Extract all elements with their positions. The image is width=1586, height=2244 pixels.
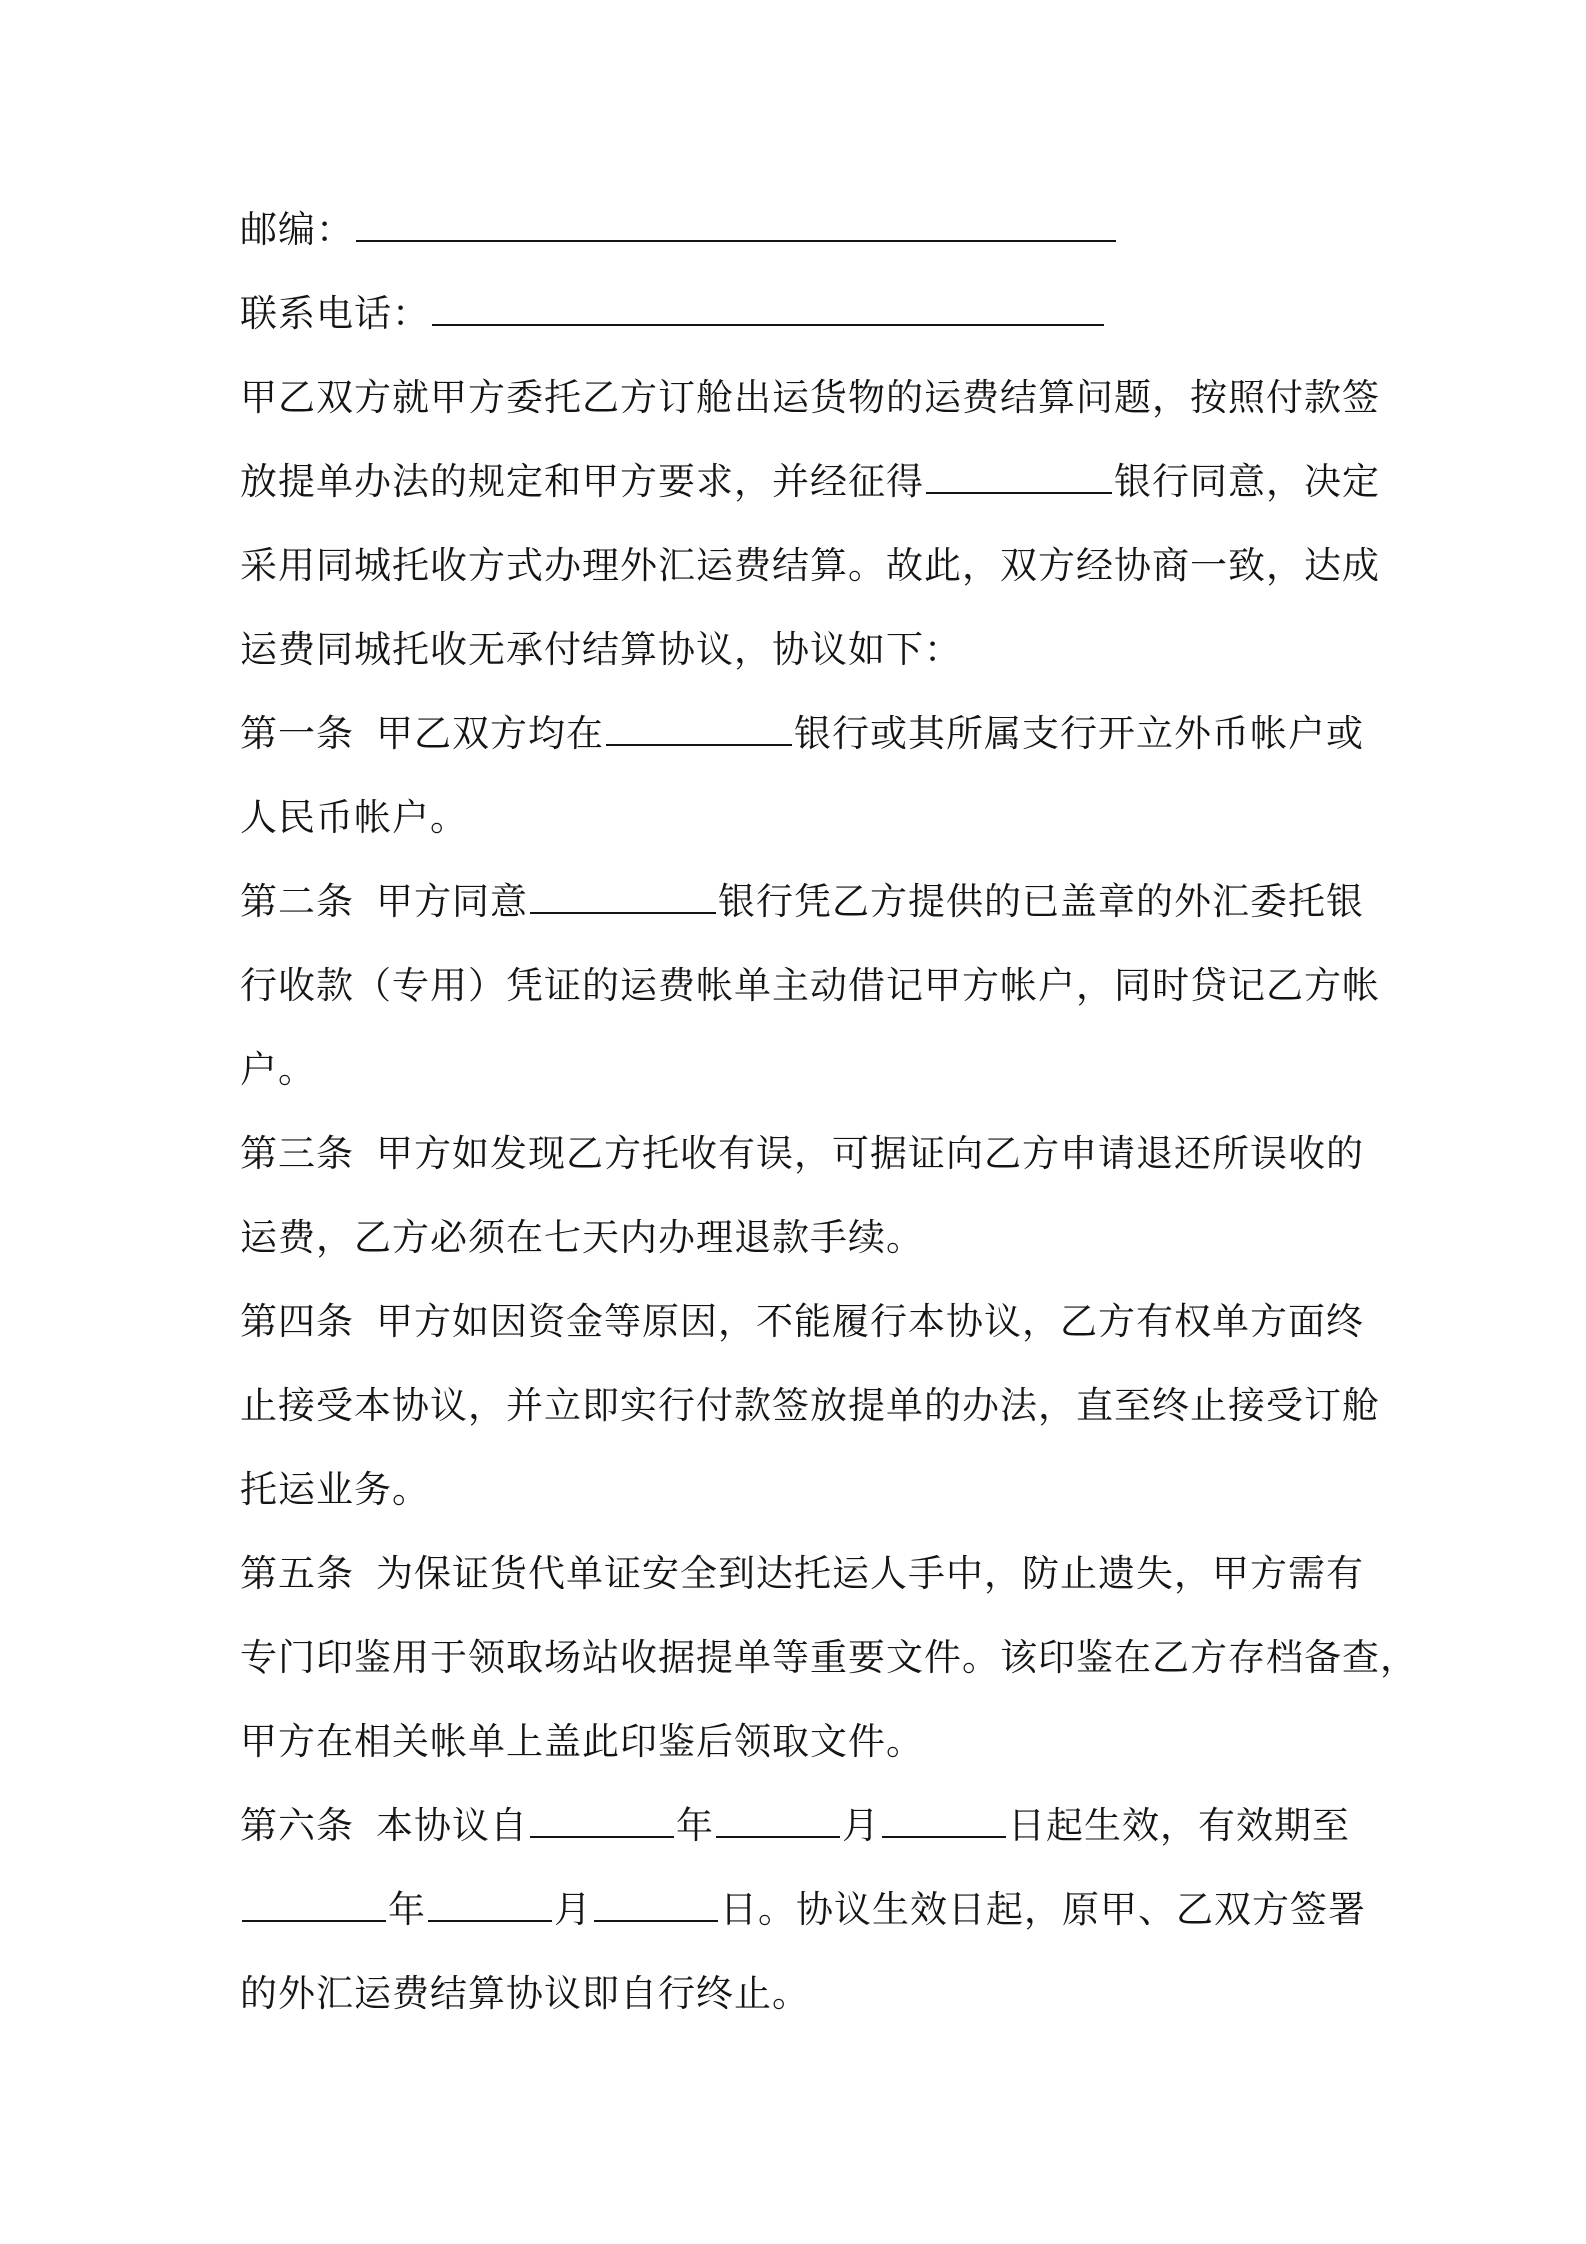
article-1-text: 人民币帐户。 bbox=[240, 796, 468, 839]
article-2-title: 第二条 bbox=[240, 880, 354, 923]
article-1-line-2 bbox=[240, 776, 1360, 860]
article-5-line-1 bbox=[240, 1532, 1364, 1616]
article-1-text: 甲乙双方均在 bbox=[376, 712, 604, 755]
article-4-title: 第四条 bbox=[240, 1300, 354, 1343]
article-1-title: 第一条 bbox=[240, 712, 354, 755]
article-5-text: 为保证货代单证安全到达托运人手中，防止遗失，甲方需有 bbox=[376, 1552, 1364, 1595]
article-1-line-1 bbox=[240, 692, 1364, 776]
article-2-text: 户。 bbox=[240, 1048, 316, 1091]
article-4-text: 托运业务。 bbox=[240, 1468, 430, 1511]
end-year-blank[interactable] bbox=[242, 1874, 386, 1922]
article-2-bank-blank[interactable] bbox=[530, 866, 716, 914]
article-2-text: 甲方同意 bbox=[376, 880, 528, 923]
intro-line-1 bbox=[240, 356, 1380, 440]
year-label: 年 bbox=[676, 1804, 714, 1847]
document-body bbox=[240, 188, 1418, 2036]
phone-blank[interactable] bbox=[432, 278, 1104, 326]
article-6-text: 的外汇运费结算协议即自行终止。 bbox=[240, 1972, 810, 2015]
phone-line bbox=[240, 272, 1360, 356]
intro-text: 放提单办法的规定和甲方要求，并经征得 bbox=[240, 460, 924, 503]
article-5-text: 甲方在相关帐单上盖此印鉴后领取文件。 bbox=[240, 1720, 924, 1763]
intro-text: 银行同意，决定 bbox=[1114, 460, 1380, 503]
article-2-line-3 bbox=[240, 1028, 1360, 1112]
start-month-blank[interactable] bbox=[716, 1790, 840, 1838]
article-1-text: 银行或其所属支行开立外币帐户或 bbox=[794, 712, 1364, 755]
intro-text: 甲乙双方就甲方委托乙方订舱出运货物的运费结算问题，按照付款签 bbox=[240, 376, 1380, 419]
article-3-text: 甲方如发现乙方托收有误，可据证向乙方申请退还所误收的 bbox=[376, 1132, 1364, 1175]
start-year-blank[interactable] bbox=[530, 1790, 674, 1838]
article-6-text: 日起生效，有效期至 bbox=[1008, 1804, 1350, 1847]
article-6-text: 日。协议生效日起，原甲、乙双方签署 bbox=[720, 1888, 1366, 1931]
article-6-title: 第六条 bbox=[240, 1804, 354, 1847]
article-4-text: 止接受本协议，并立即实行付款签放提单的办法，直至终止接受订舱 bbox=[240, 1384, 1380, 1427]
article-6-text: 本协议自 bbox=[376, 1804, 528, 1847]
month-label: 月 bbox=[554, 1888, 592, 1931]
article-3-line-2 bbox=[240, 1196, 1360, 1280]
article-2-text: 银行凭乙方提供的已盖章的外汇委托银 bbox=[718, 880, 1364, 923]
article-6-line-2 bbox=[240, 1868, 1366, 1952]
article-4-text: 甲方如因资金等原因，不能履行本协议，乙方有权单方面终 bbox=[376, 1300, 1364, 1343]
intro-text: 运费同城托收无承付结算协议，协议如下： bbox=[240, 628, 962, 671]
article-2-line-1 bbox=[240, 860, 1364, 944]
article-5-line-3 bbox=[240, 1700, 1360, 1784]
article-6-line-3 bbox=[240, 1952, 1360, 2036]
bank-name-blank[interactable] bbox=[926, 446, 1112, 494]
intro-line-2 bbox=[240, 440, 1380, 524]
postcode-label: 邮编： bbox=[240, 208, 354, 251]
month-label: 月 bbox=[842, 1804, 880, 1847]
intro-line-3 bbox=[240, 524, 1380, 608]
article-2-text: 行收款（专用）凭证的运费帐单主动借记甲方帐户，同时贷记乙方帐 bbox=[240, 964, 1380, 1007]
intro-line-4 bbox=[240, 608, 1360, 692]
start-day-blank[interactable] bbox=[882, 1790, 1006, 1838]
article-3-text: 运费，乙方必须在七天内办理退款手续。 bbox=[240, 1216, 924, 1259]
article-3-line-1 bbox=[240, 1112, 1364, 1196]
phone-label: 联系电话： bbox=[240, 292, 430, 335]
article-5-text: 专门印鉴用于领取场站收据提单等重要文件。该印鉴在乙方存档备查， bbox=[240, 1636, 1418, 1679]
article-3-title: 第三条 bbox=[240, 1132, 354, 1175]
intro-text: 采用同城托收方式办理外汇运费结算。故此，双方经协商一致，达成 bbox=[240, 544, 1380, 587]
end-day-blank[interactable] bbox=[594, 1874, 718, 1922]
article-2-line-2 bbox=[240, 944, 1380, 1028]
article-1-bank-blank[interactable] bbox=[606, 698, 792, 746]
end-month-blank[interactable] bbox=[428, 1874, 552, 1922]
article-4-line-2 bbox=[240, 1364, 1380, 1448]
year-label: 年 bbox=[388, 1888, 426, 1931]
article-4-line-1 bbox=[240, 1280, 1364, 1364]
article-5-title: 第五条 bbox=[240, 1552, 354, 1595]
postcode-line bbox=[240, 188, 1360, 272]
article-4-line-3 bbox=[240, 1448, 1360, 1532]
article-5-line-2 bbox=[240, 1616, 1418, 1700]
article-6-line-1 bbox=[240, 1784, 1360, 1868]
postcode-blank[interactable] bbox=[356, 194, 1116, 242]
